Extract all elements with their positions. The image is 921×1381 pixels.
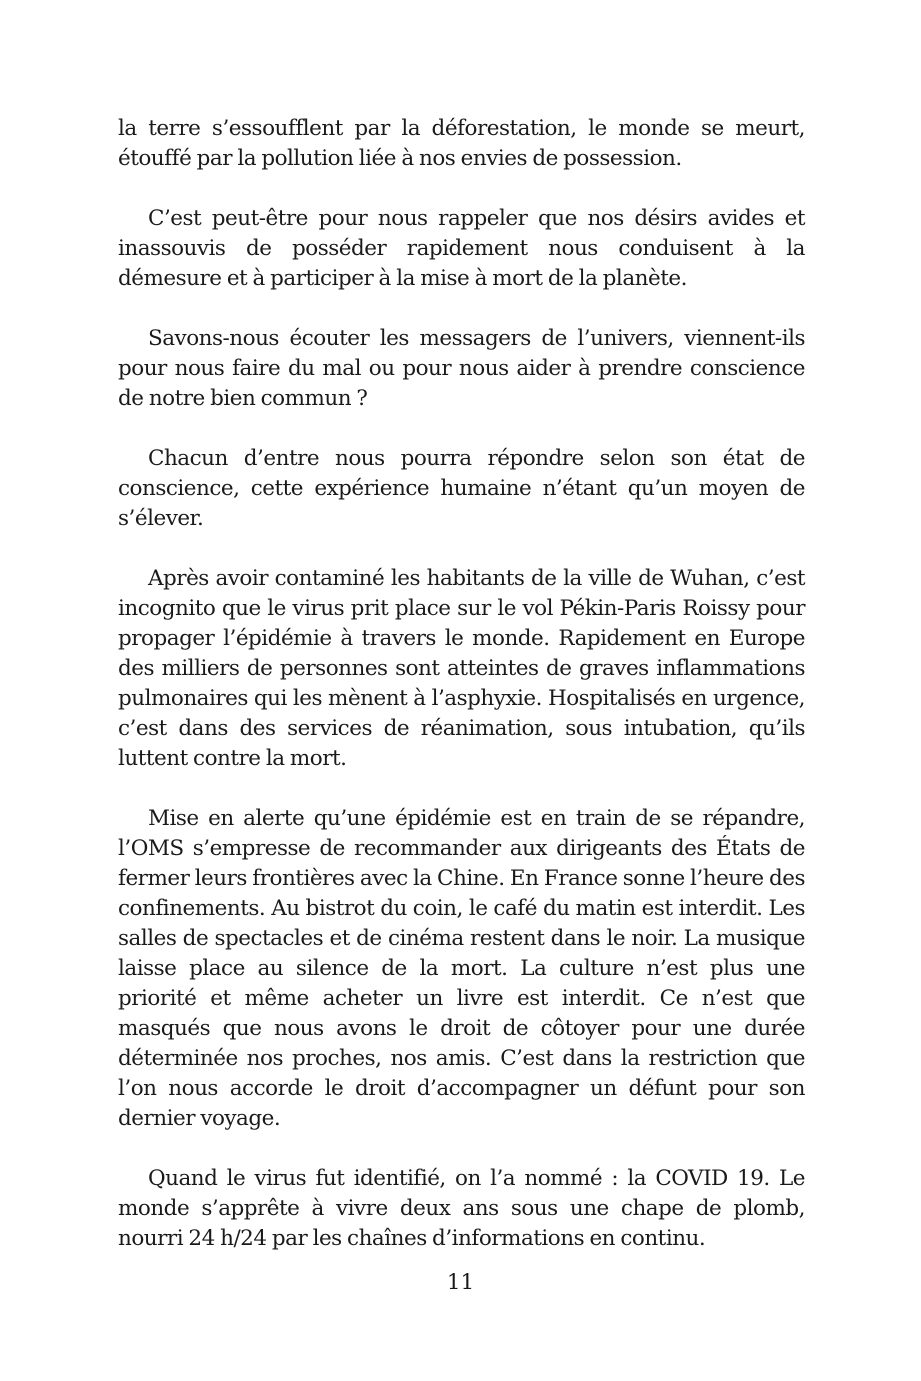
paragraph: Savons-nous écouter les messagers de l’univers, viennent-ils pour nous faire du mal ou pour nous aider à prendre conscience de notre bien commun ?: [118, 326, 805, 411]
page-number: 11: [446, 1270, 475, 1295]
paragraph: Après avoir contaminé les habitants de la ville de Wuhan, c’est incognito que le virus prit place sur le vol Pékin-Paris Roissy pour propager l’épidémie à travers le monde. Rapidement en Europe des milliers de personnes sont atteintes de graves inflammations pulmonaires qui les mènent à l’asphyxie. Hospitalisés en urgence, c’est dans des services de réanimation, sous intubation, qu’ils luttent contre la mort.: [118, 566, 805, 771]
paragraph: Quand le virus fut identifié, on l’a nommé : la COVID 19. Le monde s’apprête à vivre deux ans sous une chape de plomb, nourri 24 h/24 par les chaînes d’informations en continu.: [118, 1166, 805, 1251]
paragraph: Mise en alerte qu’une épidémie est en train de se répandre, l’OMS s’empresse de recommander aux dirigeants des États de fermer leurs frontières avec la Chine. En France sonne l’heure des confinements. Au bistrot du coin, le café du matin est interdit. Les salles de spectacles et de cinéma restent dans le noir. La musique laisse place au silence de la mort. La culture n’est plus une priorité et même acheter un livre est interdit. Ce n’est que masqués que nous avons le droit de côtoyer pour une durée déterminée nos proches, nos amis. C’est dans la restriction que l’on nous accorde le droit d’accompagner un défunt pour son dernier voyage.: [118, 806, 805, 1131]
page-body: [118, 114, 805, 1284]
paragraph-continuation: la terre s’essoufflent par la déforestation, le monde se meurt, étouffé par la pollution liée à nos envies de possession.: [118, 116, 805, 171]
paragraph: Chacun d’entre nous pourra répondre selon son état de conscience, cette expérience humaine n’étant qu’un moyen de s’élever.: [118, 446, 805, 531]
paragraph: C’est peut-être pour nous rappeler que nos désirs avides et inassouvis de posséder rapidement nous conduisent à la démesure et à participer à la mise à mort de la planète.: [118, 206, 805, 291]
